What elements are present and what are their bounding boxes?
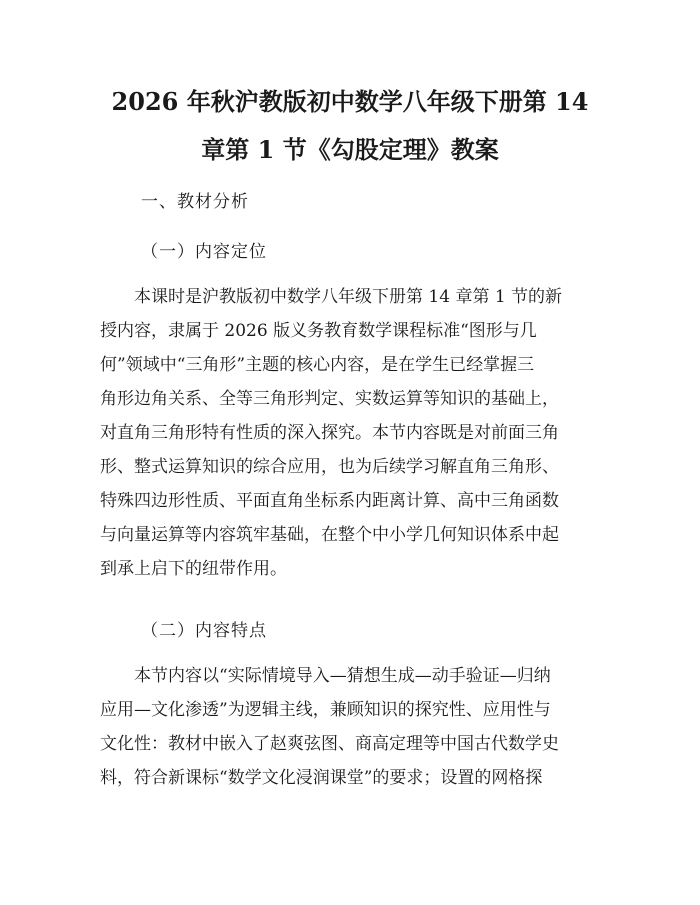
- paragraph-line: 本课时是沪教版初中数学八年级下册第 14 章第 1 节的新: [134, 287, 563, 307]
- paragraph-line: 对直角三角形特有性质的深入探究。本节内容既是对前面三角: [100, 423, 559, 443]
- paragraph-line: 形、整式运算知识的综合应用，也为后续学习解直角三角形、: [100, 457, 559, 477]
- paragraph-line: 应用—文化渗透”为逻辑主线，兼顾知识的探究性、应用性与: [100, 700, 551, 720]
- document-title-line-1: 2026 年秋沪教版初中数学八年级下册第 14: [111, 87, 589, 116]
- paragraph-line: 与向量运算等内容筑牢基础，在整个中小学几何知识体系中起: [100, 525, 559, 545]
- document-title-line-2: 章第 1 节《勾股定理》教案: [201, 135, 499, 164]
- paragraph-content-positioning: [100, 280, 600, 586]
- paragraph-line: 文化性：教材中嵌入了赵爽弦图、商高定理等中国古代数学史: [100, 734, 559, 754]
- paragraph-line: 授内容，隶属于 2026 版义务教育数学课程标准“图形与几: [100, 321, 537, 341]
- paragraph-line: 本节内容以“实际情境导入—猜想生成—动手验证—归纳: [134, 666, 551, 686]
- paragraph-line: 料，符合新课标“数学文化浸润课堂”的要求；设置的网格探: [100, 768, 543, 788]
- paragraph-line: 何”领域中“三角形”主题的核心内容，是在学生已经掌握三: [100, 355, 535, 375]
- subsection-heading-content-positioning: （一）内容定位: [141, 242, 267, 262]
- paragraph-line: 到承上启下的纽带作用。: [100, 559, 287, 579]
- paragraph-content-features: [100, 659, 600, 795]
- paragraph-line: 角形边角关系、全等三角形判定、实数运算等知识的基础上，: [100, 389, 559, 409]
- subsection-heading-content-features: （二）内容特点: [141, 621, 267, 641]
- section-heading-textbook-analysis: 一、教材分析: [141, 192, 249, 212]
- paragraph-line: 特殊四边形性质、平面直角坐标系内距离计算、高中三角函数: [100, 491, 559, 511]
